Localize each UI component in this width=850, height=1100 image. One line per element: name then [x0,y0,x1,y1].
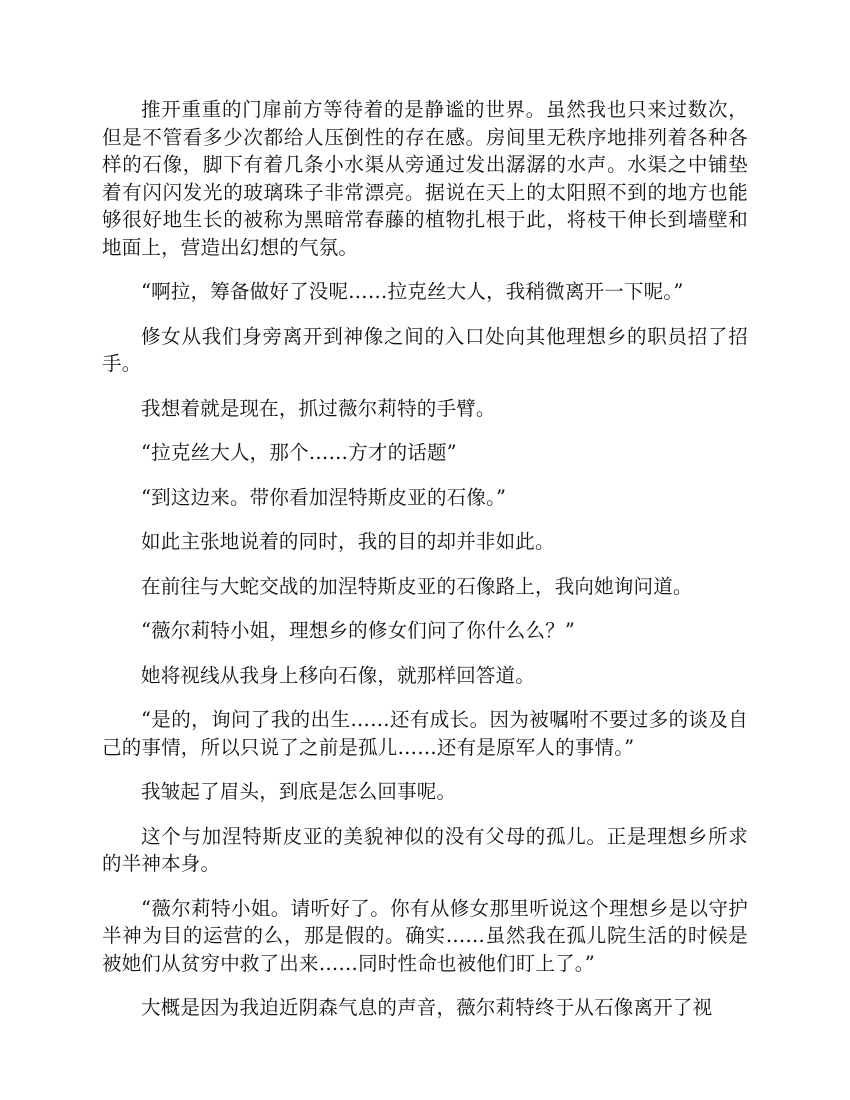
paragraph: “薇尔莉特小姐，理想乡的修女们问了你什么么？” [141,619,576,642]
paragraph: 这个与加涅特斯皮亚的美貌神似的没有父母的孤儿。正是理想乡所求的半神本身。 [102,824,748,875]
document-page [102,96,748,1039]
paragraph: 她将视线从我身上移向石像，就那样回答道。 [141,663,536,687]
paragraph: “到这边来。带你看加涅特斯皮亚的石像。” [141,485,507,509]
paragraph: 在前往与大蛇交战的加涅特斯皮亚的石像路上，我向她询问道。 [141,574,693,598]
paragraph: “拉克丝大人，那个……方才的话题” [141,441,457,464]
paragraph: 我皱起了眉头，到底是怎么回事呢。 [141,780,457,803]
paragraph: 大概是因为我迫近阴森气息的声音，薇尔莉特终于从石像离开了视 [141,996,713,1019]
paragraph: 修女从我们身旁离开到神像之间的入口处向其他理想乡的职员招了招手。 [102,324,748,375]
paragraph: 如此主张地说着的同时，我的目的却并非如此。 [141,530,555,553]
paragraph: “是的，询问了我的出生……还有成长。因为被嘱咐不要过多的谈及自己的事情，所以只说了之前是孤儿……还有是原军人的事情。” [102,708,748,759]
paragraph: “薇尔莉特小姐。请听好了。你有从修女那里听说这个理想乡是以守护半神为目的运营的么，那是假的。确实……虽然我在孤儿院生活的时候是被她们从贫穷中救了出来……同时性命也被他们盯上了。” [102,896,748,975]
paragraph: 我想着就是现在，抓过薇尔莉特的手臂。 [141,396,496,420]
paragraph: “啊拉，筹备做好了没呢……拉克丝大人，我稍微离开一下呢。” [141,280,684,303]
paragraph: 推开重重的门扉前方等待着的是静谧的世界。虽然我也只来过数次，但是不管看多少次都给人压倒性的存在感。房间里无秩序地排列着各种各样的石像，脚下有着几条小水渠从旁通过发出潺潺的水声。水渠之中铺垫着有闪闪发光的玻璃珠子非常漂亮。据说在天上的太阳照不到的地方也能够很好地生长的被称为黑暗常春藤的植物扎根于此，将枝干伸长到墙壁和地面上，营造出幻想的气氛。 [102,98,748,259]
